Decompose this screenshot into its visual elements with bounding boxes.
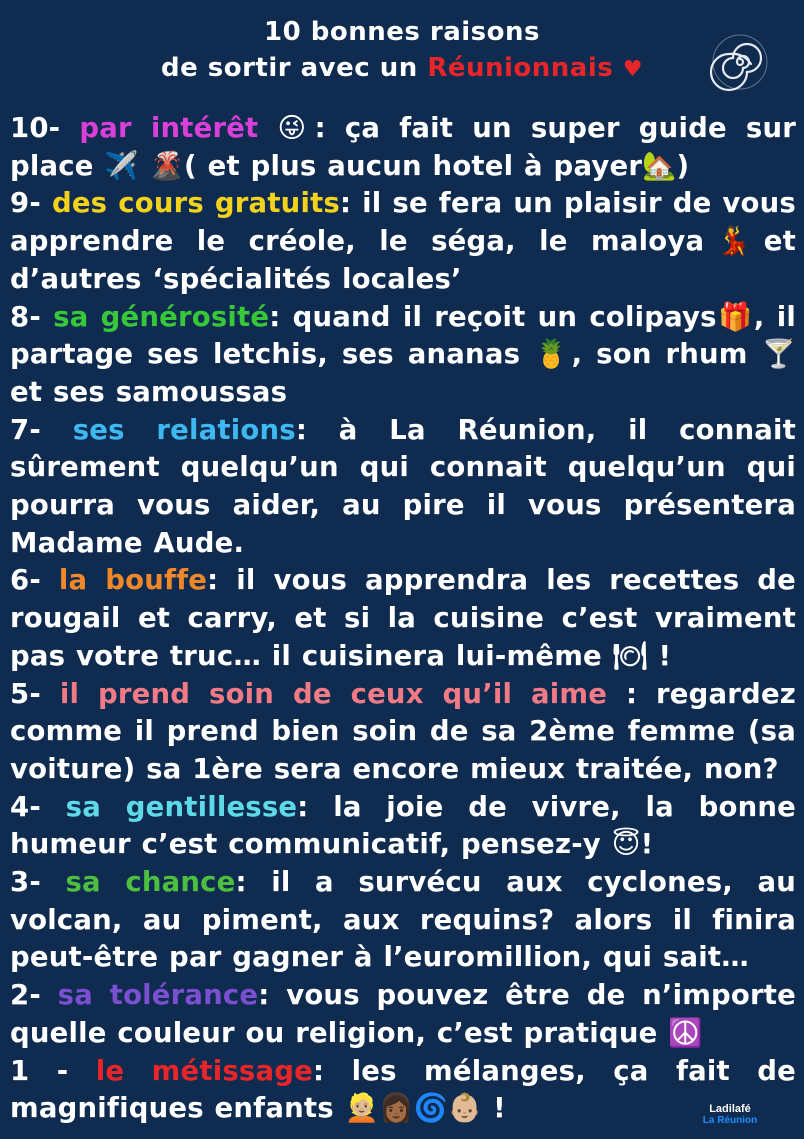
reason-item (10, 299, 796, 412)
reason-item (10, 1053, 796, 1128)
reason-number: 6- (10, 564, 59, 597)
reason-keyword: des cours gratuits (51, 187, 340, 220)
reason-keyword: sa chance (65, 866, 236, 899)
reason-item (10, 562, 796, 675)
reason-number: 1 - (10, 1054, 96, 1087)
reason-number: 5- (10, 677, 60, 710)
reason-text: 😜: ça fait un super guide sur place ✈️ 🌋( et plus aucun hotel à payer🏡) (10, 112, 796, 182)
reason-keyword: sa générosité (53, 300, 270, 333)
reason-item (10, 110, 796, 185)
reason-number: 4- (10, 790, 66, 823)
reason-number: 10- (10, 112, 80, 144)
title-line-2 (0, 50, 804, 88)
title-line-1: 10 bonnes raisons (264, 17, 540, 47)
title-accent-word: Réunionnais (427, 53, 614, 83)
reason-number: 8- (10, 300, 54, 333)
footer-location: La Réunion (702, 1115, 758, 1126)
reason-text: : à La Réunion, il connait sûrement quelqu’un qui connait quelqu’un qui pourra vous aider, au pire il vous présentera Madame Aude. (10, 413, 796, 559)
title-line-2-prefix: de sortir avec un (160, 53, 428, 83)
reason-text: : la joie de vivre, la bonne humeur c’est communicatif, pensez-y 😇! (10, 790, 796, 861)
reason-number: 9- (10, 187, 52, 220)
reason-keyword: la bouffe (58, 564, 208, 597)
footer-brand: Ladilafé (709, 1103, 751, 1115)
reason-text: : quand il reçoit un colipays🎁, il partage ses letchis, ses ananas 🍍, son rhum 🍸et ses samoussas (10, 300, 796, 408)
reason-number: 7- (10, 413, 73, 446)
heart-icon: ♥ (622, 57, 644, 82)
footer-signature (690, 1103, 770, 1126)
reason-item (10, 977, 796, 1052)
reason-keyword: par intérêt (79, 112, 259, 144)
spiral-cyclone-icon (706, 28, 774, 96)
reason-item (10, 789, 796, 864)
reason-keyword: le métissage (95, 1054, 313, 1087)
page-title (0, 14, 804, 88)
reasons-list (10, 110, 796, 1128)
reason-keyword: ses relations (72, 413, 296, 446)
reason-item (10, 864, 796, 977)
reason-item (10, 185, 796, 298)
reason-text: : il a survécu aux cyclones, au volcan, au piment, aux requins? alors il finira peut-être par gagner à l’euromillion, qui sait… (10, 866, 796, 974)
reason-text: : il se fera un plaisir de vous apprendre le créole, le séga, le maloya💃et d’autres ‘spécialités locales’ (10, 187, 796, 295)
reason-item (10, 412, 796, 563)
reason-text: : il vous apprendra les recettes de rougail et carry, et si la cuisine c’est vraiment pas votre truc… il cuisinera lui-même 🍽 ! (10, 564, 796, 672)
reason-keyword: sa gentillesse (65, 790, 298, 823)
reason-text: : les mélanges, ça fait de magnifiques enfants 👱🏼👩🏾🌀👶🏼 ! (10, 1054, 796, 1125)
reason-item (10, 676, 796, 789)
reason-text: : vous pouvez être de n’importe quelle couleur ou religion, c’est pratique ☮️ (10, 979, 796, 1049)
reason-number: 3- (10, 866, 66, 899)
reason-keyword: sa tolérance (57, 979, 259, 1012)
reason-text: : regardez comme il prend bien soin de sa 2ème femme (sa voiture) sa 1ère sera encore mieux traitée, non? (10, 677, 796, 785)
reason-keyword: il prend soin de ceux qu’il aime (59, 677, 608, 710)
reason-number: 2- (10, 979, 58, 1012)
